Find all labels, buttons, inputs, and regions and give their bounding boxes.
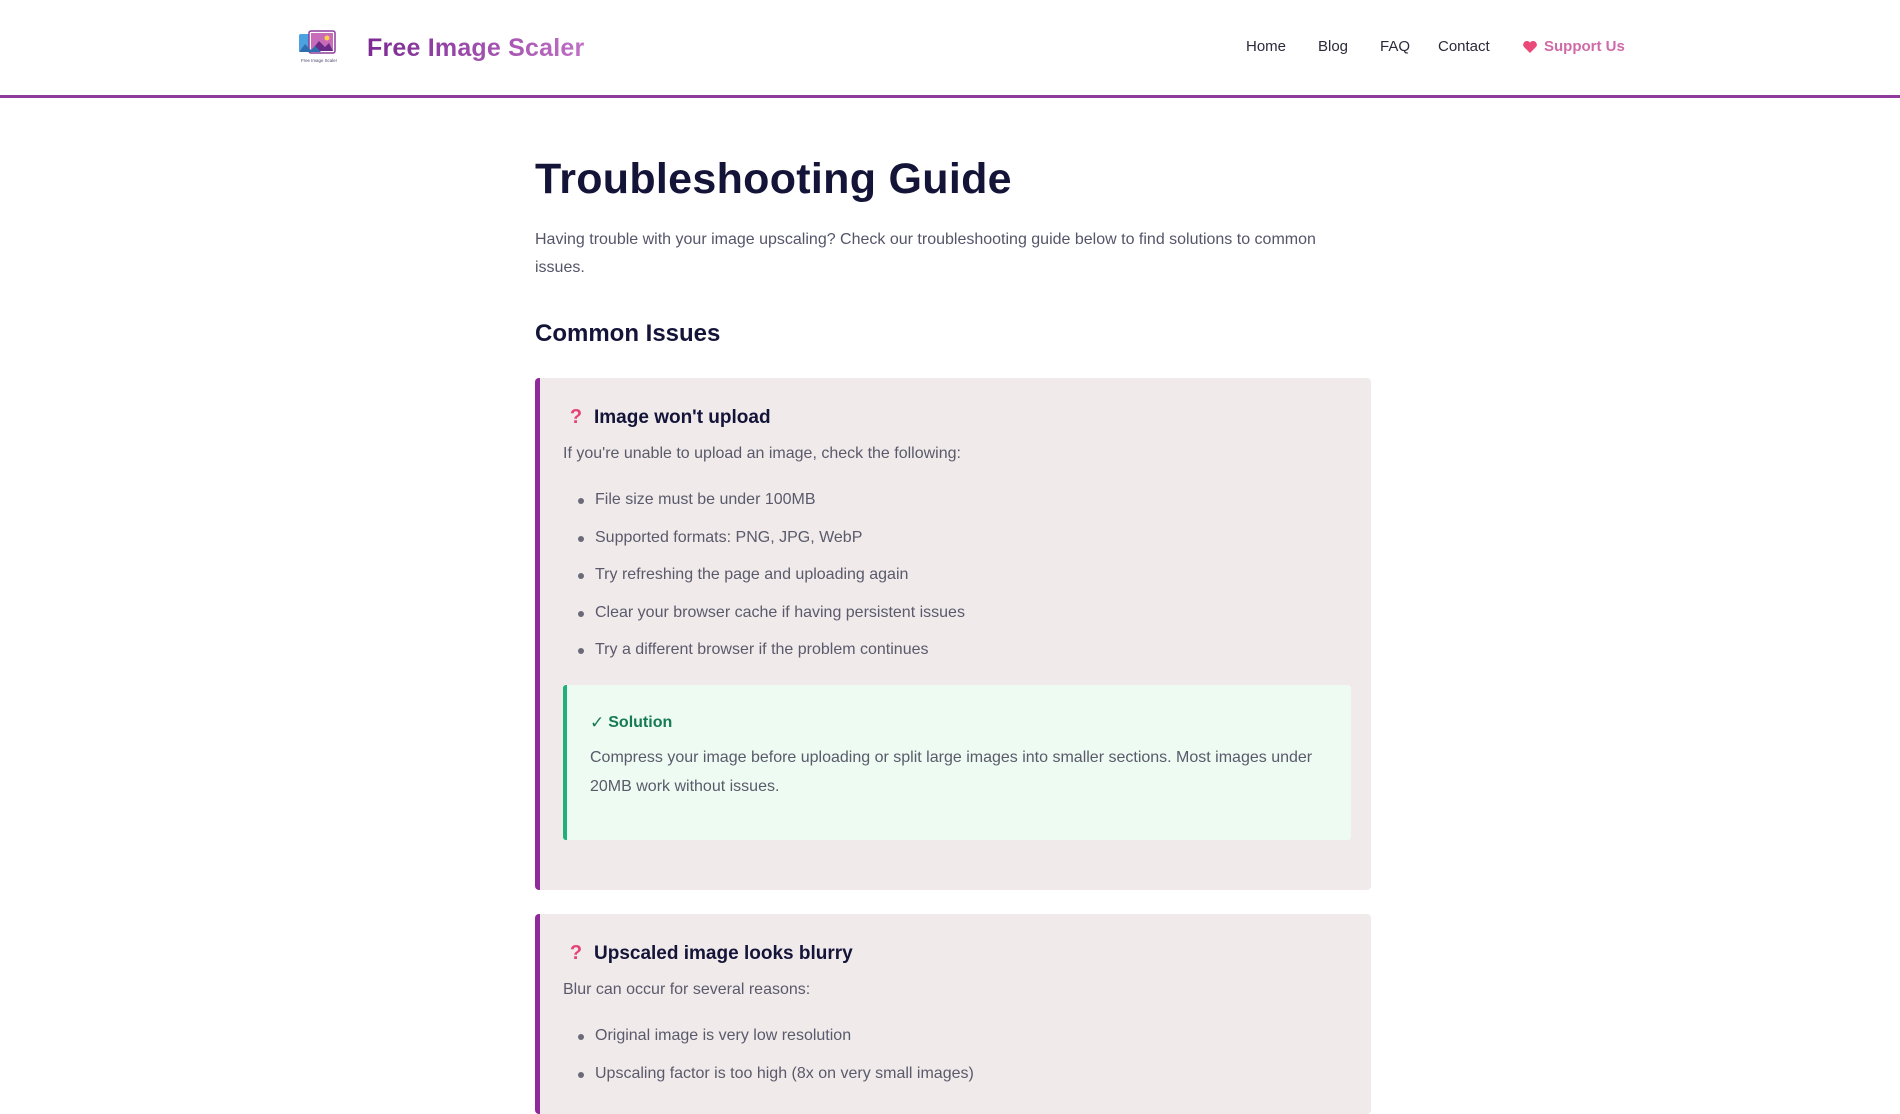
brand-name[interactable]: Free Image Scaler bbox=[367, 34, 585, 62]
issue-header bbox=[568, 942, 853, 965]
list-item: Original image is very low resolution bbox=[578, 1026, 974, 1064]
list-item: File size must be under 100MB bbox=[578, 490, 965, 528]
list-item: Clear your browser cache if having persistent issues bbox=[578, 603, 965, 641]
support-label: Support Us bbox=[1544, 38, 1625, 55]
issue-title: Upscaled image looks blurry bbox=[594, 942, 853, 964]
question-icon: ? bbox=[569, 942, 583, 964]
issue-card bbox=[535, 914, 1371, 1114]
intro-text: Having trouble with your image upscaling? Check our troubleshooting guide below to find solutions to common issues. bbox=[535, 231, 1316, 276]
list-item: Try refreshing the page and uploading again bbox=[578, 565, 965, 603]
issue-checklist bbox=[578, 490, 965, 678]
solution-box bbox=[563, 685, 1351, 840]
issue-description: Blur can occur for several reasons: bbox=[563, 981, 811, 998]
issue-title: Image won't upload bbox=[594, 406, 771, 428]
site-header bbox=[0, 0, 1900, 98]
heart-icon bbox=[1522, 40, 1538, 54]
issue-checklist bbox=[578, 1026, 974, 1101]
nav-faq[interactable]: FAQ bbox=[1380, 38, 1411, 55]
nav-support-us[interactable] bbox=[1522, 38, 1625, 55]
list-item: Try a different browser if the problem continues bbox=[578, 640, 965, 678]
issue-description: If you're unable to upload an image, check the following: bbox=[563, 445, 961, 462]
section-title: Common Issues bbox=[535, 320, 721, 347]
check-icon: ✓ bbox=[590, 713, 605, 732]
nav-blog[interactable]: Blog bbox=[1318, 38, 1349, 55]
list-item: Upscaling factor is too high (8x on very small images) bbox=[578, 1064, 974, 1102]
page-title: Troubleshooting Guide bbox=[535, 155, 1012, 203]
logo-caption: Free Image Scaler bbox=[300, 58, 338, 63]
nav-home[interactable]: Home bbox=[1246, 38, 1287, 55]
question-icon: ? bbox=[569, 406, 583, 428]
issue-card bbox=[535, 378, 1371, 890]
solution-text: Compress your image before uploading or split large images into smaller sections. Most images under 20MB work without issues. bbox=[590, 749, 1313, 795]
list-item: Supported formats: PNG, JPG, WebP bbox=[578, 528, 965, 566]
solution-heading: Solution bbox=[608, 714, 673, 731]
main-nav bbox=[0, 38, 1900, 62]
nav-contact[interactable]: Contact bbox=[1438, 38, 1490, 55]
solution-header bbox=[590, 713, 672, 733]
issue-header bbox=[568, 406, 771, 429]
